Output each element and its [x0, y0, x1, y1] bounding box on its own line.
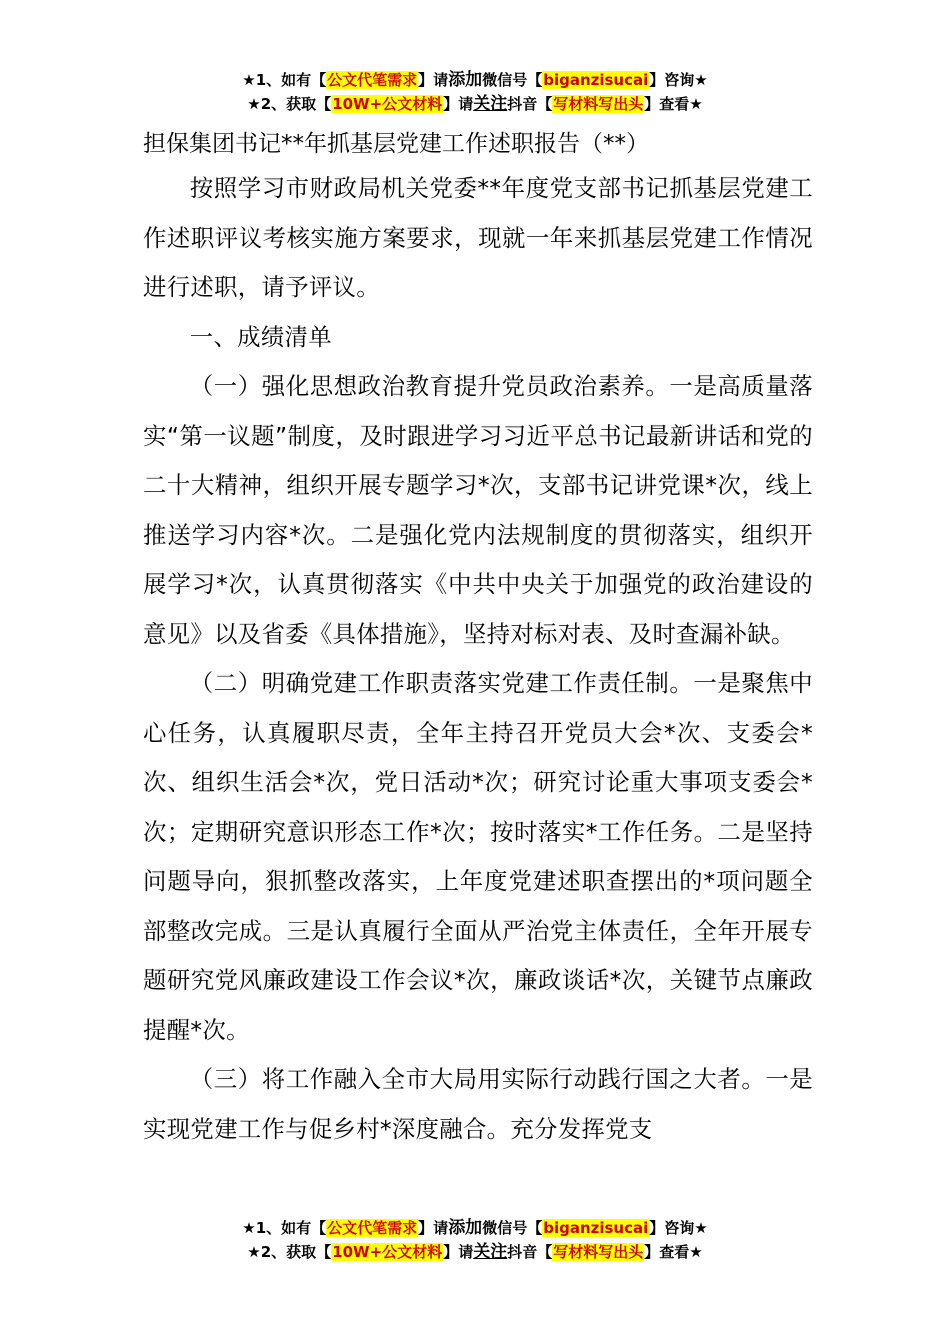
promo-text: ★1、如有【: [242, 1219, 327, 1237]
promo-text: ★2、获取【: [247, 95, 332, 113]
promo-text: ★1、如有【: [242, 71, 327, 89]
promo-highlight: 10W+公文材料: [332, 1243, 443, 1261]
promo-text: 抖音【: [507, 95, 553, 113]
promo-text: 】请: [443, 1243, 474, 1261]
promo-emphasis: 添加: [448, 1218, 483, 1238]
promo-text: 】请: [418, 71, 449, 89]
section-heading: 一、成绩清单: [189, 322, 332, 351]
promo-line-1: [0, 68, 950, 92]
footer-promo-banner: [0, 1216, 950, 1264]
promo-text: 】咨询★: [649, 71, 708, 89]
promo-highlight: 写材料写出头: [553, 95, 644, 113]
promo-highlight: biganzisucai: [543, 1219, 649, 1237]
paragraph-section-3: （三）将工作融入全市大局用实际行动践行国之大者。一是实现党建工作与促乡村*深度融合。充分发挥党支: [143, 1065, 813, 1143]
promo-text: 】查看★: [644, 95, 703, 113]
promo-text: 】查看★: [644, 1243, 703, 1261]
promo-highlight: biganzisucai: [543, 71, 649, 89]
paragraph-intro: 按照学习市财政局机关党委**年度党支部书记抓基层党建工作述职评议考核实施方案要求，现就一年来抓基层党建工作情况进行述职，请予评议。: [143, 174, 813, 301]
promo-line-1: [0, 1216, 950, 1240]
promo-text: 】咨询★: [649, 1219, 708, 1237]
paragraph-section-1: （一）强化思想政治教育提升党员政治素养。一是高质量落实“第一议题”制度，及时跟进学习习近平总书记最新讲话和党的二十大精神，组织开展专题学习*次，支部书记讲党课*次，线上推送学习内容*次。二是强化党内法规制度的贯彻落实，组织开展学习*次，认真贯彻落实《中共中央关于加强党的政治建设的意见》以及省委《具体措施》，坚持对标对表、及时查漏补缺。: [143, 372, 813, 648]
header-promo-banner: [0, 68, 950, 116]
promo-highlight: 公文代笔需求: [327, 1219, 418, 1237]
promo-text: 抖音【: [507, 1243, 553, 1261]
promo-text: 微信号【: [482, 1219, 543, 1237]
promo-highlight: 10W+公文材料: [332, 95, 443, 113]
promo-emphasis: 关注: [473, 1242, 508, 1262]
promo-text: 】请: [443, 95, 474, 113]
promo-highlight: 公文代笔需求: [327, 71, 418, 89]
promo-text: 】请: [418, 1219, 449, 1237]
promo-highlight: 写材料写出头: [553, 1243, 644, 1261]
paragraph-section-2: （二）明确党建工作职责落实党建工作责任制。一是聚焦中心任务，认真履职尽责，全年主持召开党员大会*次、支委会*次、组织生活会*次，党日活动*次；研究讨论重大事项支委会*次；定期研究意识形态工作*次；按时落实*工作任务。二是坚持问题导向，狠抓整改落实，上年度党建述职查摆出的*项问题全部整改完成。三是认真履行全面从严治党主体责任，全年开展专题研究党风廉政建设工作会议*次，廉政谈话*次，关键节点廉政提醒*次。: [143, 669, 813, 1044]
document-title: 担保集团书记**年抓基层党建工作述职报告（**）: [143, 131, 649, 157]
promo-line-2: [0, 1240, 950, 1264]
promo-emphasis: 关注: [473, 94, 508, 114]
promo-text: ★2、获取【: [247, 1243, 332, 1261]
promo-line-2: [0, 92, 950, 116]
promo-text: 微信号【: [482, 71, 543, 89]
promo-emphasis: 添加: [448, 70, 483, 90]
document-body: [143, 124, 813, 1154]
